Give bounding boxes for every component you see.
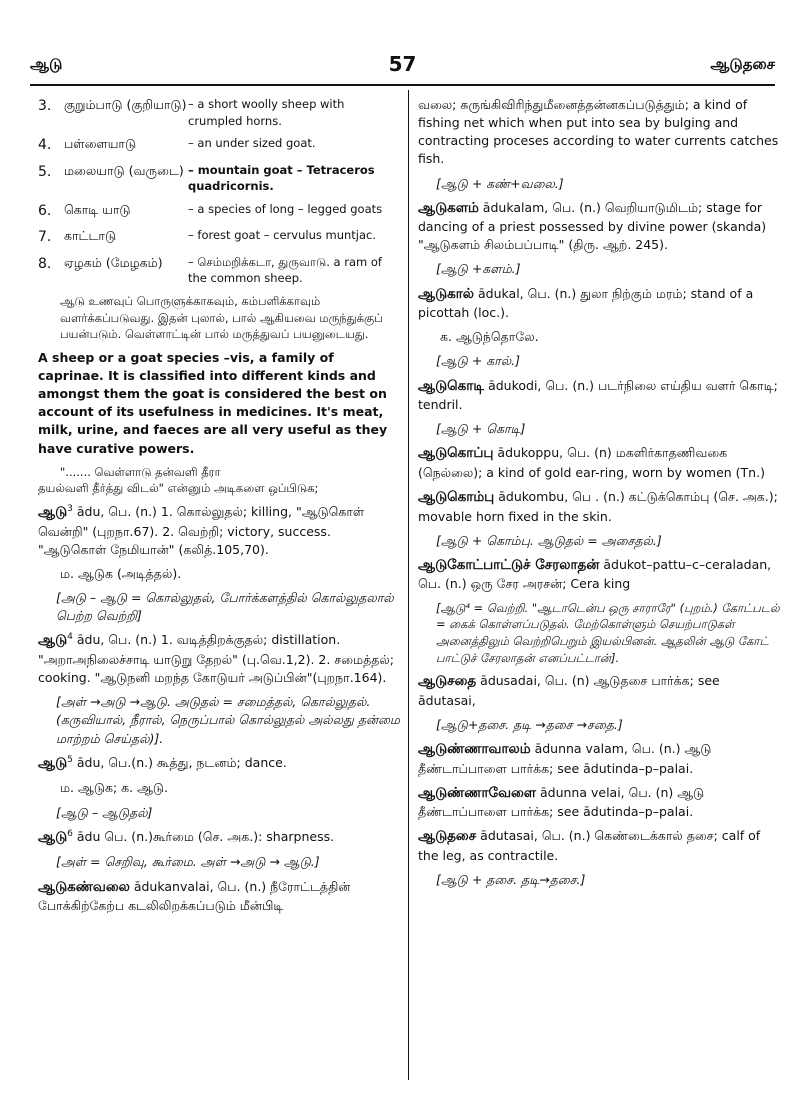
cognate: ம. ஆடுக (அடித்தல்). — [60, 566, 182, 581]
entry-adu-3: ஆடு$^3$ ādu, பெ. (n.) 1. கொல்லுதல்; killing, "ஆடுகொள் வென்றி" (புறநா.67). 2. வெற்றி; victory, success. "ஆடுகொள் நேமியான்" (கலித்.105,70). — [38, 504, 365, 557]
etymology: [ஆடு – ஆடுதல்] — [56, 804, 153, 820]
quote-line: "....... வெள்ளாடு தன்வளி தீரா — [60, 464, 221, 479]
entry-adukanvalai: ஆடுகண்வலை ādukanvalai, பெ. (n.) நீரோட்டத்தின் போக்கிற்கேற்ப கடலிலிறக்கப்படும் மீன்பிடி — [38, 878, 351, 914]
entry-continuation: வலை; சுருங்கிவிரிந்துமீனைத்தன்னகப்படுத்தும்; a kind of fishing net which when put into sea by bulging and contracting proceses according to water currents catches fish. — [418, 97, 779, 167]
etymology: [ஆடு + கொடி] — [436, 421, 526, 437]
cognate: க. ஆடுந்தொலே. — [440, 329, 539, 345]
entry-adutasai: ஆடுதசை ādutasai, பெ. (n.) கெண்டைக்கால் தசை; calf of the leg, as contractile. — [418, 828, 761, 863]
entry-adukotpattu: ஆடுகோட்பாட்டுச் சேரலாதன் ādukot–pattu–c–ceraladan, பெ. (n.) ஒரு சேர அரசன்; Cera king — [418, 556, 772, 592]
entry-adukodi: ஆடுகொடி ādukodi, பெ. (n.) படர்நிலை எய்திய வளர் கொடி; tendril. — [418, 377, 778, 413]
list-item: 5. மலையாடு (வருடை) – mountain goat – Tetraceros quadricornis. — [38, 162, 375, 194]
etymology: [ஆடு +களம்.] — [436, 261, 521, 277]
column-divider — [408, 90, 409, 1080]
right-column — [418, 96, 780, 1076]
running-head-left: ஆடு — [30, 55, 63, 73]
page-header — [30, 50, 775, 80]
list-item: 3. குறும்பாடு (குறியாடு) – a short woolly sheep with crumpled horns. — [38, 97, 345, 128]
etymology: [ஆடு + கால்.] — [436, 353, 521, 369]
list-item: 4. பள்ளையாடு – an under sized goat. — [38, 136, 316, 154]
running-head-right: ஆடுதசை — [710, 55, 775, 73]
etymology: [ஆடு+தசை. தடி →தசை →சதை.] — [436, 716, 623, 732]
entry-adunnavalam: ஆடுண்ணாவாலம் ādunna valam, பெ. (n.) ஆடு தீண்டாப்பாளை பார்க்க; see ādutinda–p–palai. — [418, 741, 712, 776]
etymology: [ஆடு⁴ = வெற்றி. "ஆடாடென்ப ஒரு சாராரே" (புறம்.) கோட்படல் = கைக் கொள்ளப்படுதல். மேற்கொள்ளும் செயற்பாடுகள் அனைத்திலும் வெற்றிபெறும் இயல்பினன். ஆதலின் ஆடு கோட் பாட்டுச் சேரலாதன் எனப்பட்டான்]. — [436, 600, 780, 665]
header-rule — [30, 84, 775, 86]
entry-adu-6: ஆடு$^6$ ādu பெ. (n.)கூர்மை (செ. அக.): sharpness. — [38, 828, 335, 845]
left-column — [38, 96, 400, 1076]
entry-adu-4: ஆடு$^4$ ādu, பெ. (n.) 1. வடித்திறக்குதல்; distillation. "அறாஅநிலைச்சாடி யாடுறு தேறல்" (பு.வெ.1,2). 2. சமைத்தல்; cooking. "ஆடுநனி மறந்த கோடுயர் அடுப்பின்"(புறநா.164). — [38, 632, 394, 686]
entry-adukoppu: ஆடுகொப்பு ādukoppu, பெ. (n) மகளிர்காதணிவகை (நெல்லை); a kind of gold ear-ring, worn by women (Tn.) — [418, 445, 765, 480]
etymology: [அடு – ஆடு = கொல்லுதல், போர்க்களத்தில் கொல்லுதலால் பெற்ற வெற்றி] — [56, 590, 394, 624]
etymology: [ஆடு + கொம்பு. ஆடுதல் = அசைதல்.] — [436, 532, 662, 548]
quote-line: தயல்வளி தீர்த்து விடல்" என்னும் அடிகளை ஒப்பிடுக; — [38, 481, 319, 496]
entry-adukal: ஆடுகால் ādukal, பெ. (n.) துலா நிற்கும் மரம்; stand of a picottah (loc.). — [418, 285, 754, 321]
entry-adukalam: ஆடுகளம் ādukalam, பெ. (n.) வெறியாடுமிடம்; stage for dancing of a priest possessed by divine power (skanda) "ஆடுகளம் சிலம்பப்பாடி" (திரு. ஆற். 245). — [418, 199, 767, 253]
cognate: ம. ஆடுக; க. ஆடு. — [60, 780, 169, 796]
etymology: [அள் →அடு →ஆடு. அடுதல் = சமைத்தல், கொல்லுதல். (கருவியால், நீரால், நெருப்பால் கொல்லுதல் அல்லது தன்மை மாற்றம் செய்தல்)]. — [56, 694, 400, 746]
list-item: 6. கொடி யாடு – a species of long – legged goats — [38, 201, 383, 219]
note-english: A sheep or a goat species –vis, a family of caprinae. It is classified into different kinds and amongst them the goat is considered the best on account of its usefulness in medicines. It's meat, milk, urine, and faeces are all very useful as they have curative powers. — [38, 349, 388, 456]
etymology: [ஆடு + தசை. தடி→தசை.] — [436, 872, 586, 888]
page-number: 57 — [388, 52, 417, 76]
list-item: 7. காட்டாடு – forest goat – cervulus muntjac. — [38, 228, 377, 246]
entry-adunnavelai: ஆடுண்ணாவேளை ādunna velai, பெ. (n) ஆடு தீண்டாப்பாளை பார்க்க; see ādutinda–p–palai. — [418, 784, 705, 820]
entry-adusadai: ஆடுசதை ādusadai, பெ. (n) ஆடுதசை பார்க்க; see ādutasai, — [418, 673, 720, 708]
list-item: 8. ஏழகம் (மேழகம்) – செம்மறிக்கடா, துருவாடு. a ram of the common sheep. — [38, 254, 382, 286]
entry-adu-5: ஆடு$^5$ ādu, பெ.(n.) கூத்து, நடனம்; dance. — [38, 754, 287, 771]
entry-adukombu: ஆடுகொம்பு ādukombu, பெ . (n.) கட்டுக்கொம்பு (செ. அக.); movable horn fixed in the skin. — [418, 489, 778, 524]
etymology: [அள் = செறிவு, கூர்மை. அள் →அடு → ஆடு.] — [56, 854, 320, 870]
note-tamil: ஆடு உணவுப் பொருளுக்காகவும், கம்பளிக்காவும் வளர்க்கப்படுவது. இதன் புலால், பால் ஆகியவை மருந்துக்குப் பயன்படும். வெள்ளாட்டின் பால் மருத்துவப் பயனுடையது. — [60, 293, 383, 342]
etymology: [ஆடு + கண்+வலை.] — [436, 175, 564, 191]
